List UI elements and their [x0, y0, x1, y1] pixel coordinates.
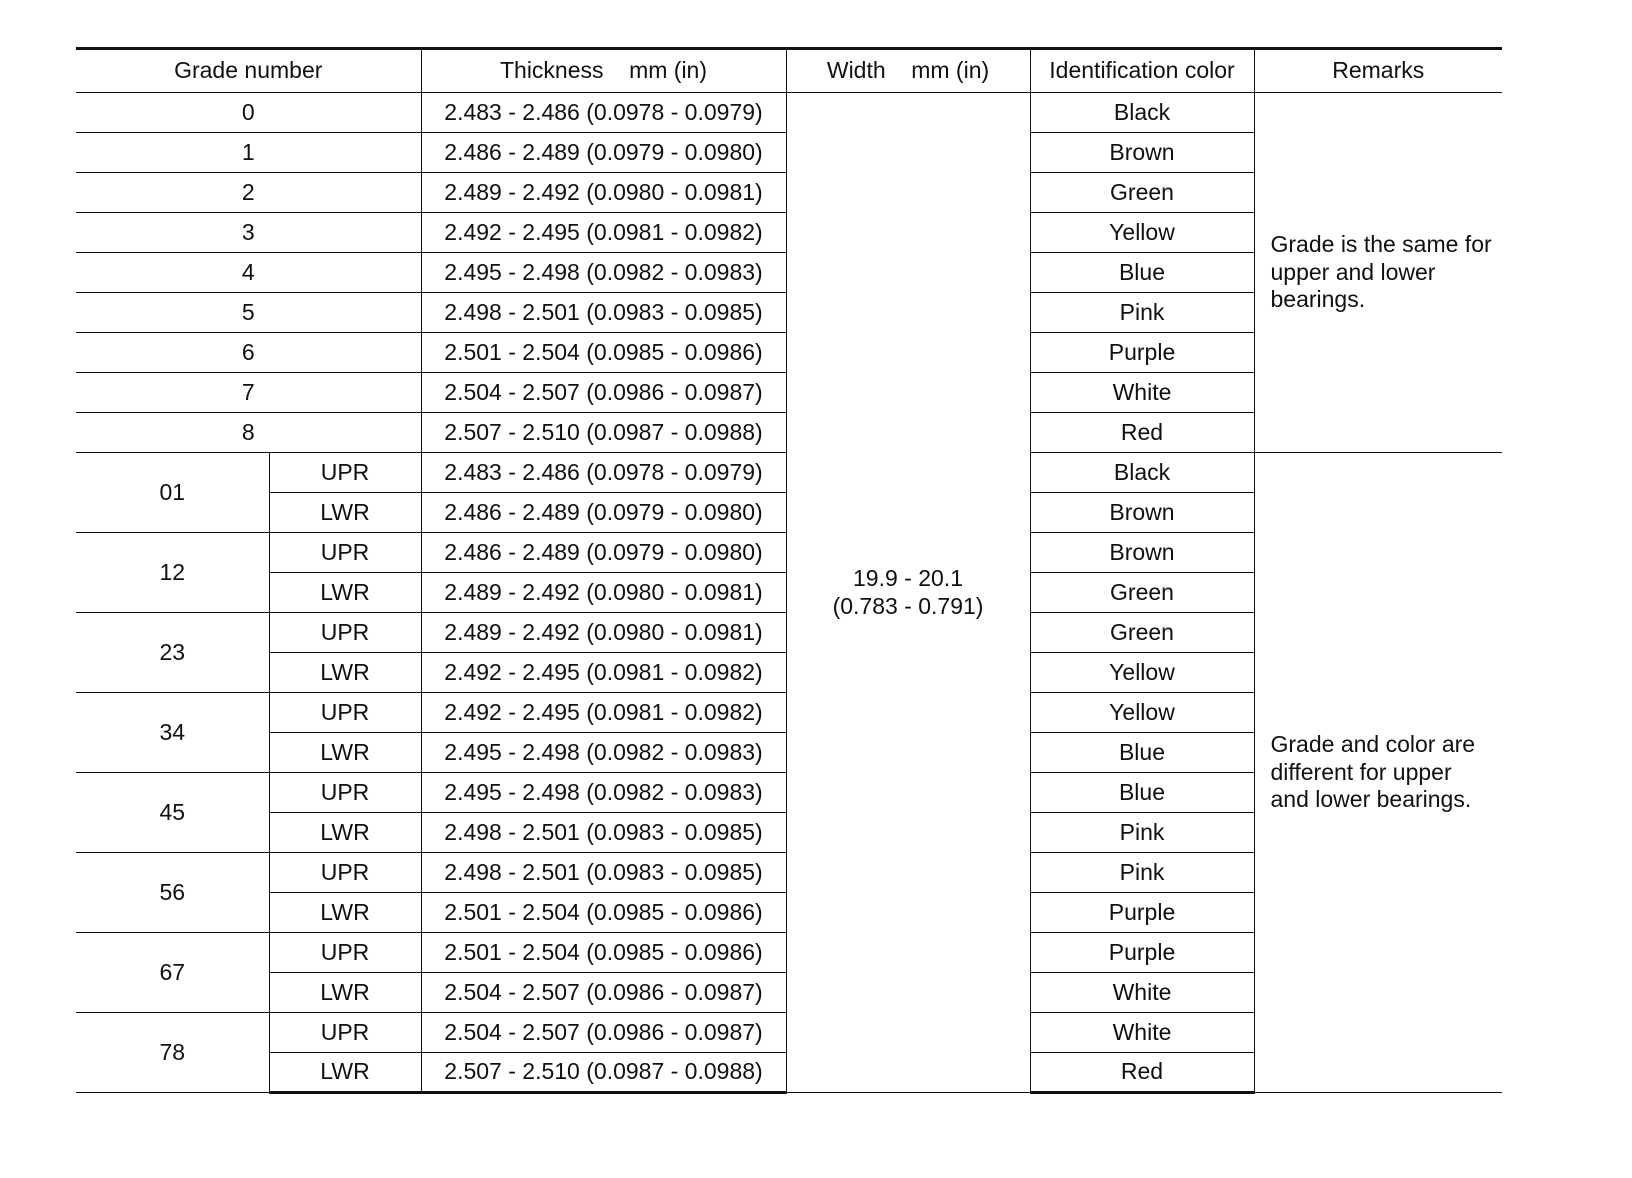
bearing-position-cell: LWR [269, 733, 421, 773]
identification-color-cell: Purple [1030, 893, 1254, 933]
bearing-position-cell: LWR [269, 813, 421, 853]
identification-color-cell: Blue [1030, 253, 1254, 293]
identification-color-cell: Green [1030, 613, 1254, 653]
bearing-position-cell: UPR [269, 533, 421, 573]
bearing-position-cell: LWR [269, 893, 421, 933]
grade-number-cell: 01 [76, 453, 269, 533]
identification-color-cell: Pink [1030, 853, 1254, 893]
header-row [76, 49, 1502, 93]
grade-number-cell: 4 [76, 253, 421, 293]
header-grade-number: Grade number [76, 49, 421, 93]
thickness-cell: 2.504 - 2.507 (0.0986 - 0.0987) [421, 973, 786, 1013]
identification-color-cell: White [1030, 973, 1254, 1013]
thickness-cell: 2.498 - 2.501 (0.0983 - 0.0985) [421, 813, 786, 853]
thickness-cell: 2.507 - 2.510 (0.0987 - 0.0988) [421, 413, 786, 453]
identification-color-cell: Red [1030, 1053, 1254, 1093]
bearing-position-cell: UPR [269, 693, 421, 733]
thickness-cell: 2.492 - 2.495 (0.0981 - 0.0982) [421, 213, 786, 253]
bearing-position-cell: UPR [269, 1013, 421, 1053]
identification-color-cell: White [1030, 1013, 1254, 1053]
thickness-cell: 2.489 - 2.492 (0.0980 - 0.0981) [421, 573, 786, 613]
thickness-cell: 2.486 - 2.489 (0.0979 - 0.0980) [421, 133, 786, 173]
thickness-cell: 2.492 - 2.495 (0.0981 - 0.0982) [421, 693, 786, 733]
identification-color-cell: Pink [1030, 293, 1254, 333]
identification-color-cell: White [1030, 373, 1254, 413]
thickness-cell: 2.504 - 2.507 (0.0986 - 0.0987) [421, 373, 786, 413]
identification-color-cell: Yellow [1030, 213, 1254, 253]
bearing-position-cell: LWR [269, 1053, 421, 1093]
identification-color-cell: Yellow [1030, 693, 1254, 733]
thickness-cell: 2.501 - 2.504 (0.0985 - 0.0986) [421, 893, 786, 933]
identification-color-cell: Green [1030, 573, 1254, 613]
identification-color-cell: Yellow [1030, 653, 1254, 693]
identification-color-cell: Brown [1030, 133, 1254, 173]
identification-color-cell: Pink [1030, 813, 1254, 853]
thickness-cell: 2.486 - 2.489 (0.0979 - 0.0980) [421, 533, 786, 573]
identification-color-cell: Black [1030, 93, 1254, 133]
bearing-position-cell: LWR [269, 573, 421, 613]
thickness-cell: 2.495 - 2.498 (0.0982 - 0.0983) [421, 773, 786, 813]
width-cell: 19.9 - 20.1 (0.783 - 0.791) [786, 93, 1030, 1093]
identification-color-cell: Black [1030, 453, 1254, 493]
thickness-cell: 2.483 - 2.486 (0.0978 - 0.0979) [421, 453, 786, 493]
header-thickness: Thickness mm (in) [421, 49, 786, 93]
identification-color-cell: Brown [1030, 493, 1254, 533]
remarks-cell: Grade is the same for upper and lower bearings. [1254, 93, 1502, 453]
bearing-position-cell: UPR [269, 613, 421, 653]
grade-number-cell: 2 [76, 173, 421, 213]
grade-number-cell: 3 [76, 213, 421, 253]
thickness-cell: 2.504 - 2.507 (0.0986 - 0.0987) [421, 1013, 786, 1053]
grade-number-cell: 34 [76, 693, 269, 773]
remarks-cell: Grade and color are different for upper and lower bearings. [1254, 453, 1502, 1093]
bearing-position-cell: LWR [269, 653, 421, 693]
thickness-cell: 2.498 - 2.501 (0.0983 - 0.0985) [421, 293, 786, 333]
grade-number-cell: 0 [76, 93, 421, 133]
thickness-cell: 2.486 - 2.489 (0.0979 - 0.0980) [421, 493, 786, 533]
header-identification-color: Identification color [1030, 49, 1254, 93]
thickness-cell: 2.492 - 2.495 (0.0981 - 0.0982) [421, 653, 786, 693]
grade-number-cell: 12 [76, 533, 269, 613]
table-row [76, 93, 1502, 133]
thickness-cell: 2.498 - 2.501 (0.0983 - 0.0985) [421, 853, 786, 893]
identification-color-cell: Green [1030, 173, 1254, 213]
thickness-cell: 2.501 - 2.504 (0.0985 - 0.0986) [421, 933, 786, 973]
identification-color-cell: Red [1030, 413, 1254, 453]
identification-color-cell: Brown [1030, 533, 1254, 573]
grade-number-cell: 23 [76, 613, 269, 693]
identification-color-cell: Purple [1030, 333, 1254, 373]
bearing-position-cell: UPR [269, 773, 421, 813]
bearing-grade-table [76, 47, 1502, 1094]
thickness-cell: 2.495 - 2.498 (0.0982 - 0.0983) [421, 733, 786, 773]
grade-number-cell: 45 [76, 773, 269, 853]
identification-color-cell: Blue [1030, 733, 1254, 773]
grade-number-cell: 6 [76, 333, 421, 373]
bearing-position-cell: UPR [269, 853, 421, 893]
identification-color-cell: Purple [1030, 933, 1254, 973]
bearing-position-cell: LWR [269, 493, 421, 533]
grade-number-cell: 1 [76, 133, 421, 173]
thickness-cell: 2.489 - 2.492 (0.0980 - 0.0981) [421, 613, 786, 653]
thickness-cell: 2.489 - 2.492 (0.0980 - 0.0981) [421, 173, 786, 213]
header-remarks: Remarks [1254, 49, 1502, 93]
thickness-cell: 2.483 - 2.486 (0.0978 - 0.0979) [421, 93, 786, 133]
bearing-position-cell: UPR [269, 933, 421, 973]
bearing-position-cell: LWR [269, 973, 421, 1013]
thickness-cell: 2.501 - 2.504 (0.0985 - 0.0986) [421, 333, 786, 373]
identification-color-cell: Blue [1030, 773, 1254, 813]
thickness-cell: 2.507 - 2.510 (0.0987 - 0.0988) [421, 1053, 786, 1093]
grade-number-cell: 5 [76, 293, 421, 333]
grade-number-cell: 67 [76, 933, 269, 1013]
grade-number-cell: 8 [76, 413, 421, 453]
grade-number-cell: 56 [76, 853, 269, 933]
thickness-cell: 2.495 - 2.498 (0.0982 - 0.0983) [421, 253, 786, 293]
bearing-position-cell: UPR [269, 453, 421, 493]
grade-number-cell: 7 [76, 373, 421, 413]
header-width: Width mm (in) [786, 49, 1030, 93]
grade-number-cell: 78 [76, 1013, 269, 1093]
